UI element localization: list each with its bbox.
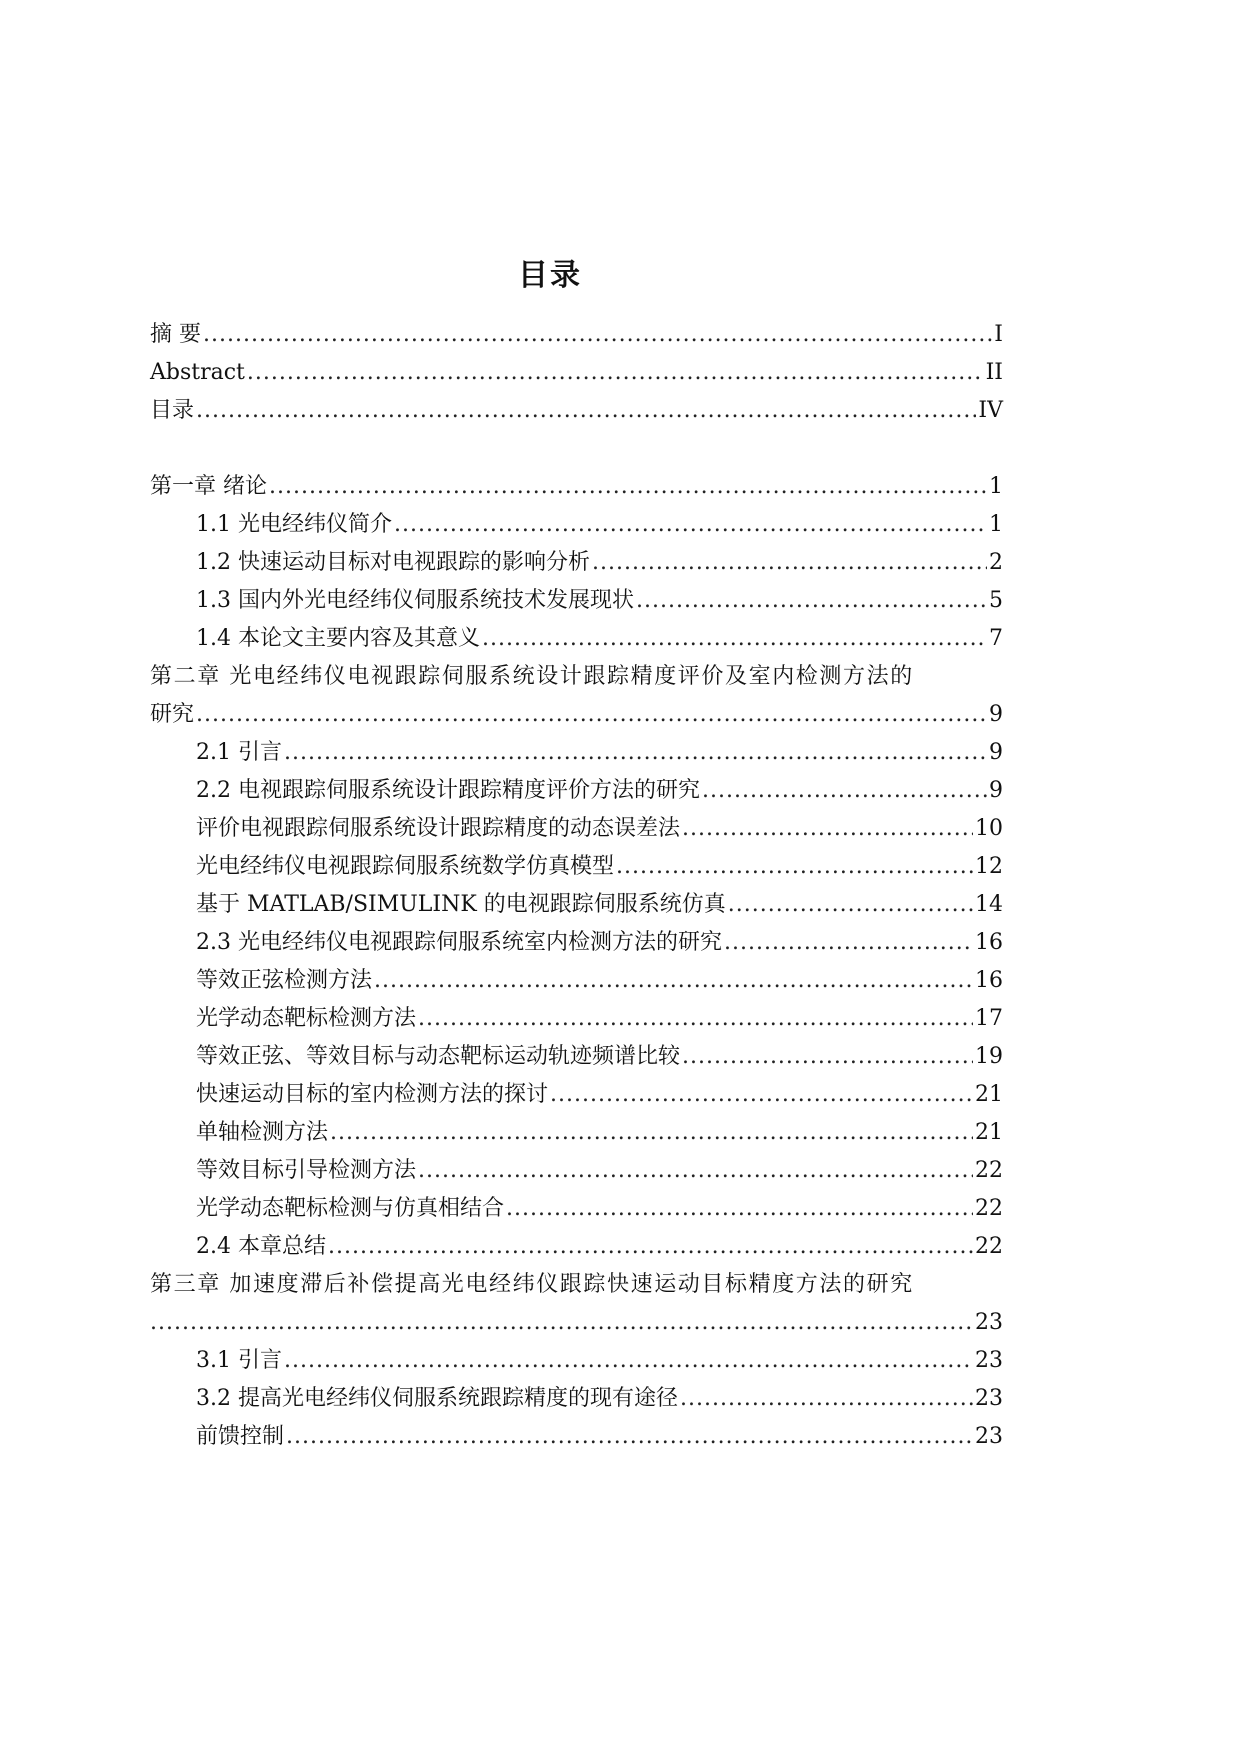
dot-leader	[374, 962, 973, 1000]
toc-entry-label: 基于 MATLAB/SIMULINK 的电视跟踪伺服系统仿真	[196, 892, 726, 917]
toc-entry-label: 1.3 国内外光电经纬仪伺服系统技术发展现状	[196, 588, 634, 613]
toc-entry-label: 第三章 加速度滞后补偿提高光电经纬仪跟踪快速运动目标精度方法的研究	[150, 1272, 914, 1297]
toc-entry-page: 22	[975, 1158, 1003, 1183]
toc-entry-2-3-5[interactable]	[150, 1114, 1003, 1152]
toc-entry-label: 第一章 绪论	[150, 474, 267, 499]
toc-entry-label: 2.2 电视跟踪伺服系统设计跟踪精度评价方法的研究	[196, 778, 700, 803]
page-title: 目录	[518, 258, 582, 293]
toc-entry-page: 23	[975, 1424, 1003, 1449]
toc-entry-label: 快速运动目标的室内检测方法的探讨	[196, 1082, 549, 1107]
toc-entry-page: 2	[989, 550, 1003, 575]
toc-entry-page: 12	[975, 854, 1003, 879]
dot-leader	[636, 582, 987, 620]
dot-leader	[702, 772, 987, 810]
toc-entry-label: 评价电视跟踪伺服系统设计跟踪精度的动态误差法	[196, 816, 681, 841]
toc-entry-page: 1	[989, 474, 1003, 499]
toc-entry-1-2[interactable]	[150, 544, 1003, 582]
dot-leader	[418, 1152, 973, 1190]
toc-entry-label: 光电经纬仪电视跟踪伺服系统数学仿真模型	[196, 854, 615, 879]
toc-entry-label: 2.4 本章总结	[196, 1234, 326, 1259]
toc-entry-label: 第二章 光电经纬仪电视跟踪伺服系统设计跟踪精度评价及室内检测方法的	[150, 664, 914, 689]
toc-entry-2-3-6[interactable]	[150, 1152, 1003, 1190]
toc-entry-3-1[interactable]	[150, 1342, 1003, 1380]
dot-leader	[616, 848, 973, 886]
toc-entry-3-2[interactable]	[150, 1380, 1003, 1418]
toc-entry-label: 摘 要	[150, 322, 201, 347]
toc-entry-label: 光学动态靶标检测方法	[196, 1006, 417, 1031]
dot-leader	[482, 620, 987, 658]
dot-leader	[203, 316, 992, 354]
toc-entry-page: 16	[975, 968, 1003, 993]
toc-entry-page: 19	[975, 1044, 1003, 1069]
toc-entry-page: 17	[975, 1006, 1003, 1031]
dot-leader	[550, 1076, 973, 1114]
toc-entry-page: 7	[989, 626, 1003, 651]
dot-leader	[592, 544, 987, 582]
toc-entry-label: Abstract	[150, 360, 245, 385]
dot-leader	[247, 354, 984, 392]
dot-leader	[196, 392, 976, 430]
toc-entry-2-3-2[interactable]	[150, 1000, 1003, 1038]
toc-entry-chapter-3[interactable]	[150, 1266, 1003, 1304]
toc-entry-page: 5	[989, 588, 1003, 613]
toc-entry-2-1[interactable]	[150, 734, 1003, 772]
toc-entry-page: 16	[975, 930, 1003, 955]
toc-entry-label: 等效目标引导检测方法	[196, 1158, 417, 1183]
toc-entry-2-3-1[interactable]	[150, 962, 1003, 1000]
toc-entry-2-3-7[interactable]	[150, 1190, 1003, 1228]
toc-entry-label: 2.1 引言	[196, 740, 282, 765]
toc-entry-3-2-1[interactable]	[150, 1418, 1003, 1456]
toc-entry-page: 1	[989, 512, 1003, 537]
toc-entry-chapter-3-cont[interactable]	[150, 1304, 1003, 1342]
toc-entry-chapter-2[interactable]	[150, 658, 1003, 696]
toc-entry-page: 22	[975, 1234, 1003, 1259]
toc-entry-2-2-1[interactable]	[150, 810, 1003, 848]
toc-entry-page: 23	[975, 1348, 1003, 1373]
toc-entry-label: 1.4 本论文主要内容及其意义	[196, 626, 480, 651]
toc-entry-label: 前馈控制	[196, 1424, 285, 1449]
toc-entry-2-2-3[interactable]	[150, 886, 1003, 924]
toc-entry-label: 光学动态靶标检测与仿真相结合	[196, 1196, 505, 1221]
toc-entry-label: 目录	[150, 398, 195, 423]
toc-entry-page: 9	[989, 740, 1003, 765]
dot-leader	[286, 1418, 973, 1456]
toc-entry-page: I	[994, 322, 1003, 347]
toc-entry-2-3-3[interactable]	[150, 1038, 1003, 1076]
dot-leader	[680, 1380, 973, 1418]
toc-entry-2-3-4[interactable]	[150, 1076, 1003, 1114]
toc-entry-page: 23	[975, 1310, 1003, 1335]
toc-entry-label: 3.1 引言	[196, 1348, 282, 1373]
toc-entry-contents[interactable]	[150, 392, 1003, 430]
toc-entry-chapter-2-cont[interactable]	[150, 696, 1003, 734]
toc-entry-2-3[interactable]	[150, 924, 1003, 962]
toc-entry-page: 14	[975, 892, 1003, 917]
toc-entry-abstract-cn[interactable]	[150, 316, 1003, 354]
toc-entry-label: 2.3 光电经纬仪电视跟踪伺服系统室内检测方法的研究	[196, 930, 722, 955]
toc-entry-page: 9	[989, 702, 1003, 727]
dot-leader	[728, 886, 973, 924]
toc-entry-1-4[interactable]	[150, 620, 1003, 658]
dot-leader	[682, 810, 973, 848]
toc-entry-page: 22	[975, 1196, 1003, 1221]
toc-entry-page: 9	[989, 778, 1003, 803]
dot-leader	[330, 1114, 973, 1152]
dot-leader	[394, 506, 987, 544]
toc-entry-label: 单轴检测方法	[196, 1120, 329, 1145]
toc-entry-label: 研究	[150, 702, 195, 727]
dot-leader	[269, 468, 987, 506]
dot-leader	[150, 1304, 973, 1342]
toc-entry-page: 21	[975, 1120, 1003, 1145]
dot-leader	[284, 1342, 973, 1380]
dot-leader	[418, 1000, 973, 1038]
toc-entry-1-1[interactable]	[150, 506, 1003, 544]
toc-entry-page: 21	[975, 1082, 1003, 1107]
toc-entry-2-2-2[interactable]	[150, 848, 1003, 886]
toc-entry-abstract-en[interactable]	[150, 354, 1003, 392]
table-of-contents	[150, 316, 1003, 1456]
toc-entry-label: 3.2 提高光电经纬仪伺服系统跟踪精度的现有途径	[196, 1386, 678, 1411]
toc-entry-2-2[interactable]	[150, 772, 1003, 810]
toc-entry-page: 10	[975, 816, 1003, 841]
toc-entry-label: 1.2 快速运动目标对电视跟踪的影响分析	[196, 550, 590, 575]
toc-entry-page: 23	[975, 1386, 1003, 1411]
dot-leader	[724, 924, 973, 962]
dot-leader	[284, 734, 987, 772]
dot-leader	[196, 696, 987, 734]
toc-entry-label: 等效正弦检测方法	[196, 968, 373, 993]
toc-entry-label: 1.1 光电经纬仪简介	[196, 512, 392, 537]
dot-leader	[328, 1228, 973, 1266]
dot-leader	[682, 1038, 973, 1076]
toc-entry-page: II	[985, 360, 1003, 385]
dot-leader	[506, 1190, 973, 1228]
toc-entry-page: IV	[978, 398, 1003, 423]
toc-entry-label: 等效正弦、等效目标与动态靶标运动轨迹频谱比较	[196, 1044, 681, 1069]
toc-entry-2-4[interactable]	[150, 1228, 1003, 1266]
toc-entry-1-3[interactable]	[150, 582, 1003, 620]
toc-entry-chapter-1[interactable]	[150, 468, 1003, 506]
